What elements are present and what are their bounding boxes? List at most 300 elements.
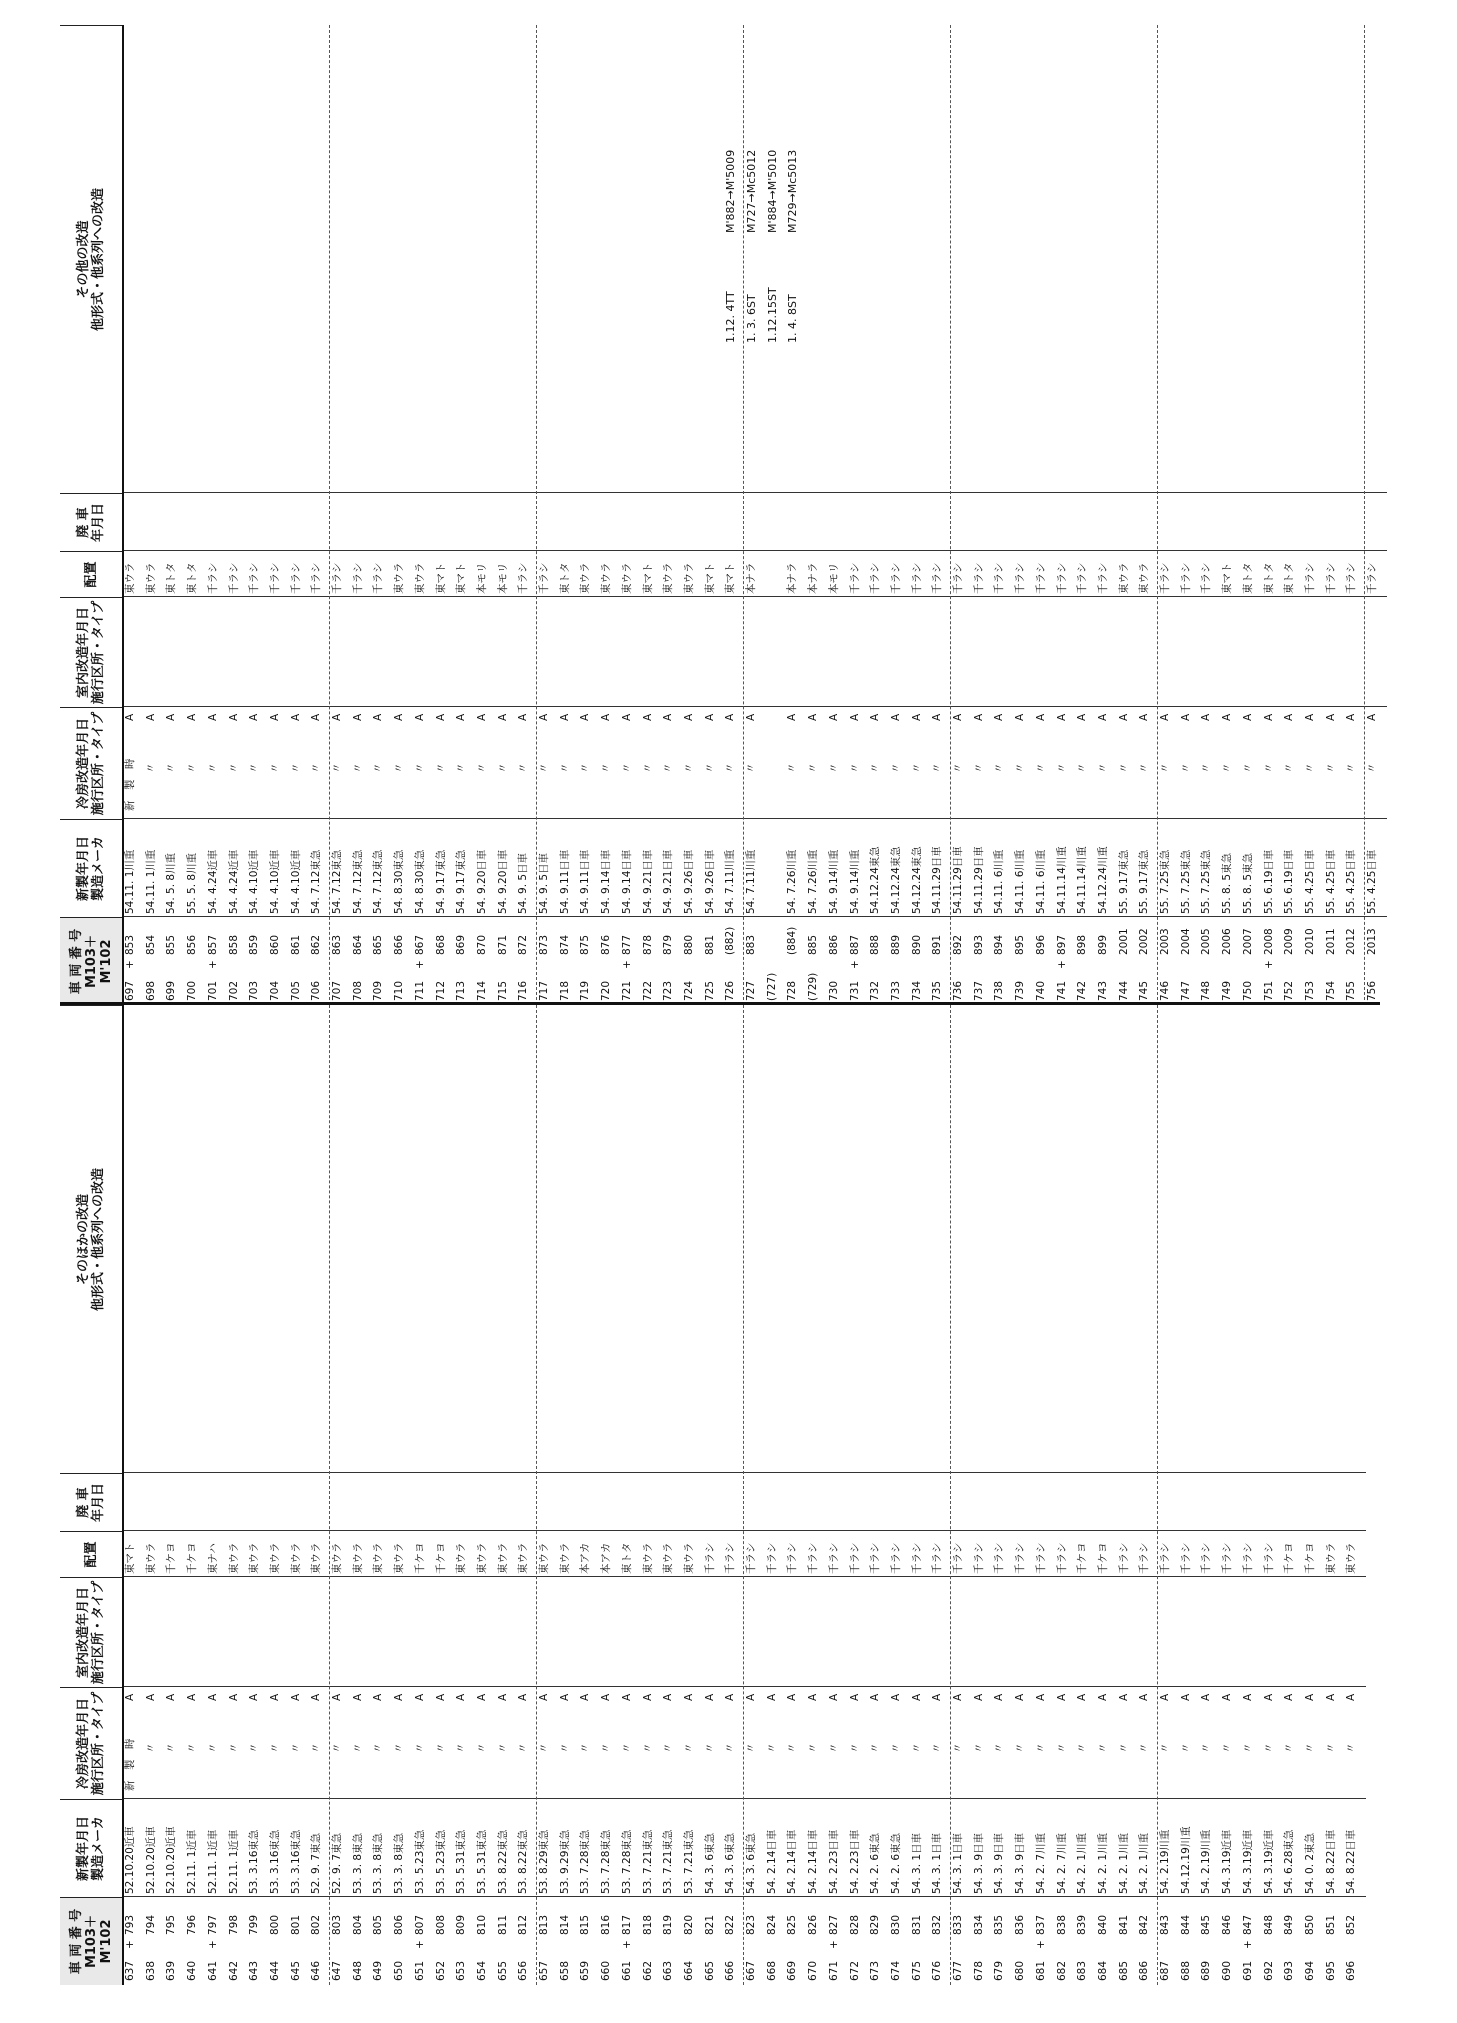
cell-ac: 〃	[1034, 1742, 1047, 1754]
cell-type: A	[165, 1693, 178, 1701]
cell-depot: 千ラシ	[248, 562, 261, 594]
cell-depot: 千ラシ	[1055, 562, 1068, 594]
cell-m103: 700	[186, 980, 199, 1001]
cell-m103: 702	[227, 980, 240, 1001]
cell-type: A	[538, 1693, 550, 1701]
cell-build: 55. 7.25東急	[1159, 849, 1171, 914]
cell-depot: 東トタ	[558, 562, 571, 594]
cell-depot: 千ラシ	[1200, 1542, 1213, 1574]
right-header-intr-line2: 施行区所・タイプ	[91, 600, 106, 705]
cell-type: A	[475, 713, 488, 721]
cell-build: 54.12.24東急	[889, 846, 902, 914]
cell-depot: 東ウラ	[372, 1542, 385, 1574]
cell-type: A	[248, 713, 261, 721]
cell-ac: 〃	[600, 762, 613, 774]
cell-type: A	[351, 1693, 364, 1701]
cell-ac: 〃	[1138, 1742, 1151, 1754]
cell-m102: 866	[393, 934, 406, 955]
cell-ac: 〃	[1159, 1742, 1171, 1754]
cell-ac: 〃	[620, 762, 633, 774]
right-table	[60, 25, 1395, 1005]
cell-build: 53. 5.31東急	[455, 1829, 468, 1894]
remark-date: 1.12. 4TT	[724, 291, 738, 343]
cell-m102: 851	[1324, 1914, 1337, 1935]
cell-m103: 643	[248, 1960, 261, 1981]
cell-type: A	[206, 1693, 219, 1701]
table-row	[228, 1005, 241, 1985]
cell-m103: 648	[351, 1960, 364, 1981]
cell-m103: 756	[1366, 980, 1378, 1001]
cell-ac: 〃	[496, 762, 509, 774]
cell-ac: 〃	[206, 762, 219, 774]
cell-ac: 〃	[807, 762, 820, 774]
cell-build: 52.10.20近車	[124, 1826, 136, 1894]
cell-m103: 721	[620, 980, 633, 1001]
cell-m103: 712	[434, 980, 447, 1001]
cell-m103: 650	[393, 1960, 406, 1981]
table-row	[1345, 1005, 1358, 1985]
cell-m103: 718	[558, 980, 571, 1001]
cell-type: A	[1324, 1693, 1337, 1701]
cell-m103: 659	[579, 1960, 592, 1981]
cell-ac: 〃	[496, 1742, 509, 1754]
cell-m103: 674	[889, 1960, 902, 1981]
cell-depot: 千ラシ	[268, 562, 281, 594]
cell-depot: 千ラシ	[952, 562, 964, 594]
cell-m103: 735	[931, 980, 944, 1001]
left-group-separator	[329, 1005, 330, 1985]
cell-ac: 〃	[165, 1742, 178, 1754]
cell-m103: 738	[993, 980, 1006, 1001]
cell-type: A	[1241, 713, 1254, 721]
cell-type: A	[1200, 713, 1213, 721]
cell-m102: 875	[579, 934, 592, 955]
cell-m102: 795	[165, 1914, 178, 1935]
cell-m102: 2011	[1324, 928, 1337, 955]
cell-depot: 東ウラ	[558, 1542, 571, 1574]
cell-ac: 〃	[289, 1742, 302, 1754]
cell-m102: 806	[393, 1914, 406, 1935]
cell-depot: 千ラシ	[1117, 1542, 1130, 1574]
right-header-scrap	[60, 493, 122, 551]
right-header-row	[60, 25, 124, 1005]
table-row	[1118, 1005, 1131, 1985]
cell-m102: 871	[496, 934, 509, 955]
cell-depot: 千ラシ	[517, 562, 530, 594]
cell-ac: 〃	[413, 762, 426, 774]
table-row	[290, 25, 303, 1005]
table-row	[600, 25, 613, 1005]
cell-ac: 〃	[1283, 1742, 1296, 1754]
cell-m103: 644	[268, 1960, 281, 1981]
cell-m103: 691	[1241, 1960, 1254, 1981]
cell-build: 55. 4.25日車	[1366, 849, 1378, 914]
cell-m103: 656	[517, 1960, 530, 1981]
cell-m102: 879	[662, 934, 675, 955]
left-header-intr-line2: 施行区所・タイプ	[91, 1580, 106, 1685]
right-group-separator	[1364, 25, 1365, 1005]
cell-build: 54. 7.11川重	[745, 849, 757, 914]
cell-depot: 千ラシ	[538, 562, 550, 594]
cell-type: A	[1221, 1693, 1234, 1701]
cell-build: 54. 2. 1川重	[1076, 1832, 1089, 1894]
cell-m102: 854	[144, 934, 157, 955]
cell-type: A	[351, 713, 364, 721]
cell-m102: 856	[186, 934, 199, 955]
cell-build: 54. 9. 5日車	[538, 852, 550, 914]
cell-build: 53. 3. 8東急	[351, 1832, 364, 1894]
cell-depot: 千ラシ	[910, 1542, 923, 1574]
cell-type: A	[227, 713, 240, 721]
cell-ac: 〃	[144, 762, 157, 774]
cell-m103: 685	[1117, 1960, 1130, 1981]
cell-build: 54. 2.23日車	[848, 1829, 861, 1894]
cell-type: A	[1303, 1693, 1316, 1701]
table-row	[1304, 1005, 1317, 1985]
cell-ac: 〃	[538, 1742, 550, 1754]
cell-m103: (727)	[765, 972, 778, 1001]
cell-build: 54. 3.19近車	[1241, 1829, 1254, 1894]
cell-m103: 663	[662, 1960, 675, 1981]
cell-depot: 千ラシ	[1179, 562, 1192, 594]
cell-m102: 819	[662, 1914, 675, 1935]
cell-ac: 〃	[1096, 762, 1109, 774]
table-row	[1221, 25, 1234, 1005]
cell-type: A	[662, 1693, 675, 1701]
table-row	[414, 1005, 427, 1985]
cell-ac: 新 製 時	[124, 1738, 136, 1791]
cell-m103: 668	[765, 1960, 778, 1981]
cell-type: A	[1283, 1693, 1296, 1701]
cell-build: 54. 7.12東急	[310, 849, 323, 914]
cell-m102: 833	[952, 1914, 964, 1935]
cell-ac: 〃	[558, 762, 571, 774]
table-row	[1076, 25, 1089, 1005]
cell-depot: 千ラシ	[848, 1542, 861, 1574]
table-row	[207, 1005, 220, 1985]
right-header-ac-line1: 冷房改造年月日	[76, 718, 91, 810]
cell-build: 55. 4.25日車	[1303, 849, 1316, 914]
table-row	[1200, 1005, 1213, 1985]
cell-depot: 東ウラ	[331, 1542, 343, 1574]
cell-type: A	[310, 713, 323, 721]
cell-m102: 802	[310, 1914, 323, 1935]
cell-depot: 東マト	[724, 562, 737, 594]
table-row	[1200, 25, 1213, 1005]
cell-depot: 千ラシ	[1159, 1542, 1171, 1574]
left-header-depot-line1: 配置	[83, 1541, 99, 1568]
cell-m102: 830	[889, 1914, 902, 1935]
cell-type: A	[186, 713, 199, 721]
cell-m102: 881	[703, 934, 716, 955]
remark-line	[724, 150, 737, 343]
left-header-other-line2: 他形式・他系列への改造	[91, 1168, 106, 1312]
remark-line	[745, 150, 758, 343]
cell-m102: 849	[1283, 1914, 1296, 1935]
cell-m103: 666	[724, 1960, 737, 1981]
right-header-intr	[60, 597, 122, 707]
cell-build: 54.12.24東急	[869, 846, 882, 914]
cell-build: 54. 3. 6東急	[724, 1832, 737, 1894]
cell-m103: 692	[1262, 1960, 1275, 1981]
cell-ac: 〃	[227, 762, 240, 774]
cell-depot: 千ラシ	[351, 562, 364, 594]
cell-m103: 723	[662, 980, 675, 1001]
cell-build: 54.11. 6川重	[1034, 849, 1047, 914]
cell-depot: 千ラシ	[372, 562, 385, 594]
table-row	[1180, 25, 1193, 1005]
cell-type: A	[268, 1693, 281, 1701]
cell-plus: +	[124, 1940, 136, 1949]
cell-ac: 〃	[662, 1742, 675, 1754]
cell-m103: 724	[682, 980, 695, 1001]
cell-build: 54.11. 6川重	[993, 849, 1006, 914]
cell-m102: 865	[372, 934, 385, 955]
cell-ac: 〃	[1179, 1742, 1192, 1754]
cell-ac: 〃	[310, 762, 323, 774]
cell-ac: 〃	[1076, 1742, 1089, 1754]
cell-m103: 705	[289, 980, 302, 1001]
cell-type: A	[186, 1693, 199, 1701]
cell-build: 53. 7.28東急	[620, 1829, 633, 1894]
cell-m103: 701	[206, 980, 219, 1001]
cell-ac: 〃	[786, 1742, 799, 1754]
table-row	[269, 25, 282, 1005]
cell-build: 54. 7.12東急	[351, 849, 364, 914]
cell-type: A	[1117, 713, 1130, 721]
table-row	[869, 25, 882, 1005]
table-row	[290, 1005, 303, 1985]
cell-m103: 736	[952, 980, 964, 1001]
cell-build: 54. 3. 9日車	[972, 1832, 985, 1894]
cell-type: A	[1034, 1693, 1047, 1701]
cell-depot: 千ラシ	[310, 562, 323, 594]
cell-depot: 東ウラ	[641, 1542, 654, 1574]
cell-depot: 東ウラ	[662, 562, 675, 594]
table-row	[145, 25, 158, 1005]
cell-plus: +	[413, 960, 426, 969]
cell-ac: 〃	[1200, 1742, 1213, 1754]
cell-build: 54. 2.19川重	[1159, 1829, 1171, 1894]
cell-depot: 千ラシ	[1014, 562, 1027, 594]
cell-type: A	[952, 713, 964, 721]
right-header-scrap-line2: 年月日	[91, 503, 106, 543]
cell-build: 53. 5.23東急	[434, 1829, 447, 1894]
remark-change: M'882→M'5009	[724, 149, 738, 233]
cell-ac: 〃	[889, 1742, 902, 1754]
table-row	[642, 25, 655, 1005]
cell-type: A	[745, 713, 757, 721]
cell-m103: 725	[703, 980, 716, 1001]
left-header-scrap-line2: 年月日	[91, 1483, 106, 1523]
cell-ac: 〃	[765, 1742, 778, 1754]
cell-m103: 697	[124, 980, 136, 1001]
cell-depot: 千ラシ	[1221, 1542, 1234, 1574]
cell-depot: 千ラシ	[1076, 562, 1089, 594]
table-row	[807, 1005, 820, 1985]
cell-type: A	[1159, 713, 1171, 721]
table-row	[1056, 25, 1069, 1005]
cell-m103: 728	[786, 980, 799, 1001]
table-row	[1180, 1005, 1193, 1985]
cell-ac: 〃	[1055, 1742, 1068, 1754]
table-row	[1097, 1005, 1110, 1985]
cell-depot: 本モリ	[827, 562, 840, 594]
cell-ac: 〃	[393, 1742, 406, 1754]
remark-change: M729→Mc5013	[786, 149, 800, 233]
cell-m102: 797	[206, 1914, 219, 1935]
cell-ac: 〃	[848, 762, 861, 774]
cell-type: A	[455, 1693, 468, 1701]
left-group-separator	[536, 1005, 537, 1985]
cell-m103: 637	[124, 1960, 136, 1981]
cell-ac: 〃	[1241, 762, 1254, 774]
cell-type: A	[952, 1693, 964, 1701]
cell-build: 53. 3.16東急	[268, 1829, 281, 1894]
cell-m102: 839	[1076, 1914, 1089, 1935]
cell-m102: 878	[641, 934, 654, 955]
cell-ac: 〃	[393, 762, 406, 774]
cell-type: A	[1159, 1693, 1171, 1701]
cell-m103: 694	[1303, 1960, 1316, 1981]
cell-m102: 814	[558, 1914, 571, 1935]
cell-plus: +	[413, 1940, 426, 1949]
left-header-build-line1: 新製年月日	[76, 1816, 91, 1882]
cell-type: A	[496, 713, 509, 721]
cell-m102: 844	[1179, 1914, 1192, 1935]
cell-type: A	[248, 1693, 261, 1701]
cell-m102: 845	[1200, 1914, 1213, 1935]
cell-m102: 837	[1034, 1914, 1047, 1935]
table-row	[724, 1005, 737, 1985]
cell-build: 54. 2.23日車	[827, 1829, 840, 1894]
cell-m103: 742	[1076, 980, 1089, 1001]
cell-type: A	[1241, 1693, 1254, 1701]
cell-type: A	[1366, 713, 1378, 721]
left-header-depot	[60, 1531, 122, 1577]
cell-type: A	[206, 713, 219, 721]
table-row	[952, 1005, 965, 1985]
cell-build: 53. 7.28東急	[600, 1829, 613, 1894]
cell-depot: 千ラシ	[289, 562, 302, 594]
table-row	[269, 1005, 282, 1985]
cell-build: 53. 3.16東急	[248, 1829, 261, 1894]
cell-type: A	[517, 713, 530, 721]
cell-ac: 新 製 時	[124, 758, 136, 811]
cell-m102: 793	[124, 1914, 136, 1935]
cell-depot: 千ラシ	[1034, 562, 1047, 594]
table-row	[807, 25, 820, 1005]
cell-ac: 〃	[1014, 1742, 1027, 1754]
cell-depot: 東ウラ	[413, 562, 426, 594]
cell-m102: 894	[993, 934, 1006, 955]
table-row	[745, 1005, 758, 1985]
cell-build: 54. 4.24近車	[206, 849, 219, 914]
cell-ac: 〃	[1034, 762, 1047, 774]
cell-depot: 東ウラ	[517, 1542, 530, 1574]
cell-m102: 861	[289, 934, 302, 955]
cell-build: 54.11.14川重	[1076, 846, 1089, 914]
cell-ac: 〃	[538, 762, 550, 774]
table-row	[248, 25, 261, 1005]
left-header-build	[60, 1799, 122, 1897]
cell-m102: 889	[889, 934, 902, 955]
cell-m102: 886	[827, 934, 840, 955]
cell-m102: 808	[434, 1914, 447, 1935]
cell-build: 53. 5.31東急	[475, 1829, 488, 1894]
cell-m102: 853	[124, 934, 136, 955]
cell-build: 53. 7.21東急	[662, 1829, 675, 1894]
cell-m102: 824	[765, 1914, 778, 1935]
cell-depot: 東ウラ	[144, 1542, 157, 1574]
cell-depot: 千ラシ	[331, 562, 343, 594]
cell-ac: 〃	[227, 1742, 240, 1754]
cell-m103: 706	[310, 980, 323, 1001]
table-row	[890, 25, 903, 1005]
right-header-depot	[60, 551, 122, 597]
cell-ac: 〃	[1303, 762, 1316, 774]
cell-build: 53. 3. 8東急	[372, 1832, 385, 1894]
cell-ac: 〃	[434, 1742, 447, 1754]
cell-type: A	[434, 1693, 447, 1701]
cell-m103: 665	[703, 1960, 716, 1981]
table-row	[849, 25, 862, 1005]
cell-m102: 832	[931, 1914, 944, 1935]
cell-build: 54. 9.20日車	[496, 849, 509, 914]
cell-m102: 887	[848, 934, 861, 955]
cell-m103: 645	[289, 1960, 302, 1981]
cell-depot: 東ウラ	[1324, 1542, 1337, 1574]
cell-m103: (729)	[807, 972, 820, 1001]
cell-type: A	[848, 713, 861, 721]
cell-ac: 〃	[1262, 1742, 1275, 1754]
cell-depot: 東マト	[124, 1542, 136, 1574]
cell-depot: 千ラシ	[1179, 1542, 1192, 1574]
cell-depot: 東マト	[455, 562, 468, 594]
cell-type: A	[165, 713, 178, 721]
cell-m102: 892	[952, 934, 964, 955]
table-row	[993, 1005, 1006, 1985]
cell-depot: 東ウラ	[124, 562, 136, 594]
cell-m103: 707	[331, 980, 343, 1001]
cell-m103: 688	[1179, 1960, 1192, 1981]
cell-m102: 2001	[1117, 928, 1130, 955]
cell-build: 54. 3. 9日車	[993, 1832, 1006, 1894]
cell-ac: 〃	[869, 1742, 882, 1754]
cell-ac: 〃	[372, 1742, 385, 1754]
cell-m102: 816	[600, 1914, 613, 1935]
cell-m103: 722	[641, 980, 654, 1001]
cell-m103: 658	[558, 1960, 571, 1981]
halves-divider	[60, 1002, 1380, 1005]
table-row	[766, 1005, 779, 1985]
cell-build: 55. 7.25東急	[1200, 849, 1213, 914]
cell-depot: 東ウラ	[682, 1542, 695, 1574]
cell-depot: 東ウラ	[310, 1542, 323, 1574]
cell-build: 55. 9.17東急	[1138, 849, 1151, 914]
cell-ac: 〃	[786, 762, 799, 774]
cell-depot: 本モリ	[496, 562, 509, 594]
cell-type: A	[413, 713, 426, 721]
table-row	[476, 25, 489, 1005]
table-row	[310, 25, 323, 1005]
cell-ac: 〃	[600, 1742, 613, 1754]
cell-build: 54. 8.30東急	[413, 849, 426, 914]
table-row	[1056, 1005, 1069, 1985]
table-row	[517, 25, 530, 1005]
cell-build: 54. 9.17東急	[455, 849, 468, 914]
cell-type: A	[455, 713, 468, 721]
